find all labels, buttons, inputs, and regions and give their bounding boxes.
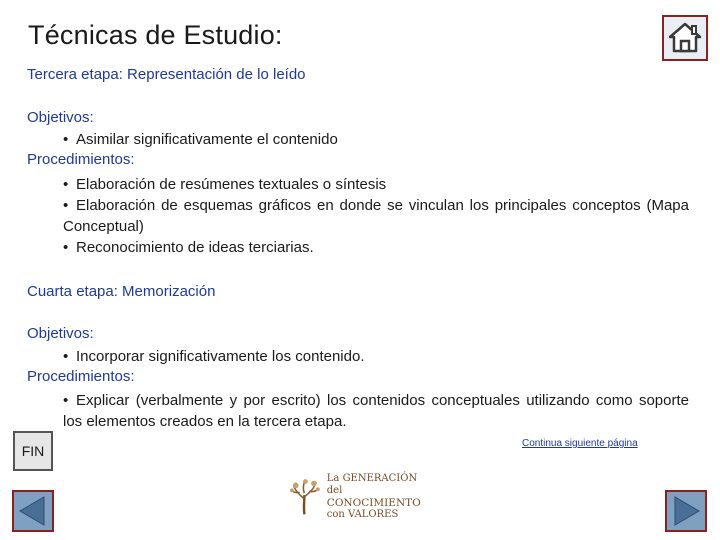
back-button[interactable] <box>12 490 54 532</box>
bullet-icon: • <box>63 348 69 365</box>
back-arrow-icon <box>14 492 52 530</box>
bullet-icon: • <box>63 239 69 256</box>
list-item <box>63 129 689 150</box>
section4-procedures-label: Procedimientos: <box>27 368 135 385</box>
section3-objective-1: Asimilar significativamente el contenido <box>76 131 338 148</box>
section3-heading: Tercera etapa: Representación de lo leído <box>27 66 306 83</box>
section3-procedure-2: Elaboración de esquemas gráficos en donde se vinculan los principales conceptos (Mapa Conceptual) <box>63 197 689 235</box>
list-item <box>63 237 689 258</box>
forward-arrow-icon <box>667 492 705 530</box>
bullet-icon: • <box>63 392 69 409</box>
logo-line-3: con VALORES <box>326 509 399 520</box>
list-item <box>63 195 689 237</box>
logo-line-1: La GENERACIÓN del <box>326 473 418 496</box>
forward-button[interactable] <box>665 490 707 532</box>
logo <box>288 474 432 520</box>
home-button[interactable] <box>662 15 708 61</box>
bullet-icon: • <box>63 197 69 214</box>
logo-text <box>327 473 432 521</box>
bullet-icon: • <box>63 131 69 148</box>
section4-objectives-label: Objetivos: <box>27 325 94 342</box>
bullet-icon: • <box>63 176 69 193</box>
section4-heading: Cuarta etapa: Memorización <box>27 283 216 300</box>
fin-button[interactable]: FIN <box>13 431 53 471</box>
list-item <box>63 174 689 195</box>
home-icon <box>667 20 703 56</box>
page-title: Técnicas de Estudio: <box>28 20 283 50</box>
logo-line-2: CONOCIMIENTO <box>326 497 421 509</box>
section3-procedure-3: Reconocimiento de ideas terciarias. <box>76 239 314 256</box>
continue-link[interactable]: Continua siguiente página <box>522 438 638 449</box>
section4-objective-1: Incorporar significativamente los contenido. <box>76 348 365 365</box>
list-item <box>63 390 689 432</box>
section4-procedure-1: Explicar (verbalmente y por escrito) los contenidos conceptuales utilizando como soporte los elementos creados en la tercera etapa. <box>63 392 689 430</box>
section3-procedures-label: Procedimientos: <box>27 151 135 168</box>
list-item <box>63 346 689 367</box>
section3-procedure-1: Elaboración de resúmenes textuales o síntesis <box>76 176 387 193</box>
tree-logo-icon <box>288 477 321 517</box>
section3-objectives-label: Objetivos: <box>27 109 94 126</box>
